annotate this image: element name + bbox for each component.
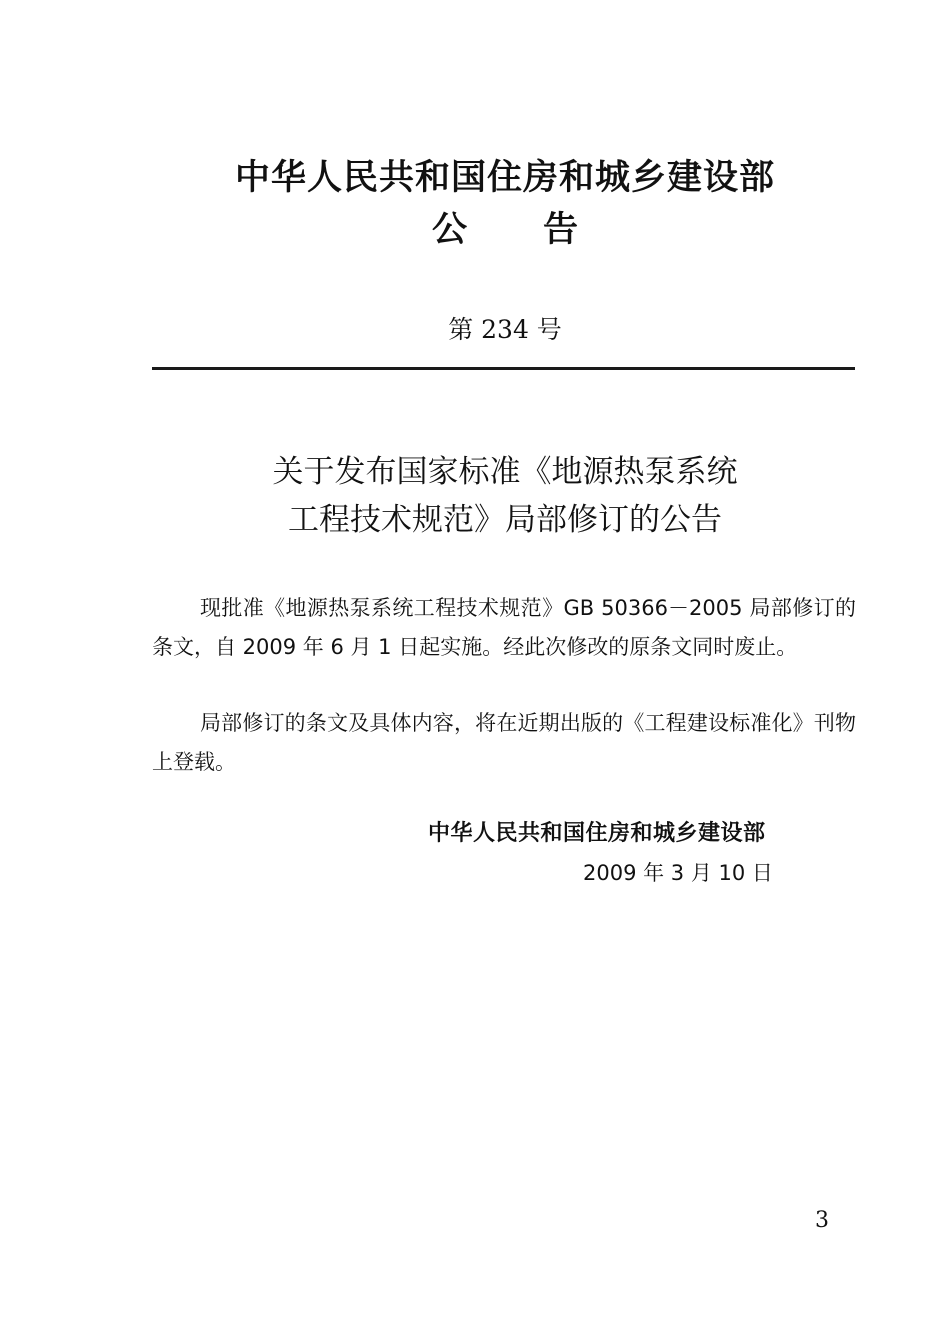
header-divider: [152, 367, 855, 370]
notice-word-second: 告: [543, 210, 579, 250]
subject-line-1: 关于发布国家标准《地源热泵系统: [272, 454, 738, 490]
page-number: 3: [815, 1208, 829, 1233]
subject-line-2: 工程技术规范》局部修订的公告: [288, 502, 722, 538]
signature-date: 2009 年 3 月 10 日: [583, 861, 773, 885]
notice-word-first: 公: [431, 210, 467, 250]
notice-heading: [0, 208, 950, 252]
signature-organization: 中华人民共和国住房和城乡建设部: [428, 821, 766, 846]
body-paragraph-1: 现批准《地源热泵系统工程技术规范》GB 50366－2005 局部修订的条文，自 2009 年 6 月 1 日起实施。经此次修改的原条文同时废止。: [152, 596, 856, 659]
issuer-title: 中华人民共和国住房和城乡建设部: [234, 158, 775, 198]
announcement-number: 第 234 号: [448, 315, 562, 344]
body-paragraph-2: 局部修订的条文及具体内容，将在近期出版的《工程建设标准化》刊物上登载。: [152, 711, 856, 774]
